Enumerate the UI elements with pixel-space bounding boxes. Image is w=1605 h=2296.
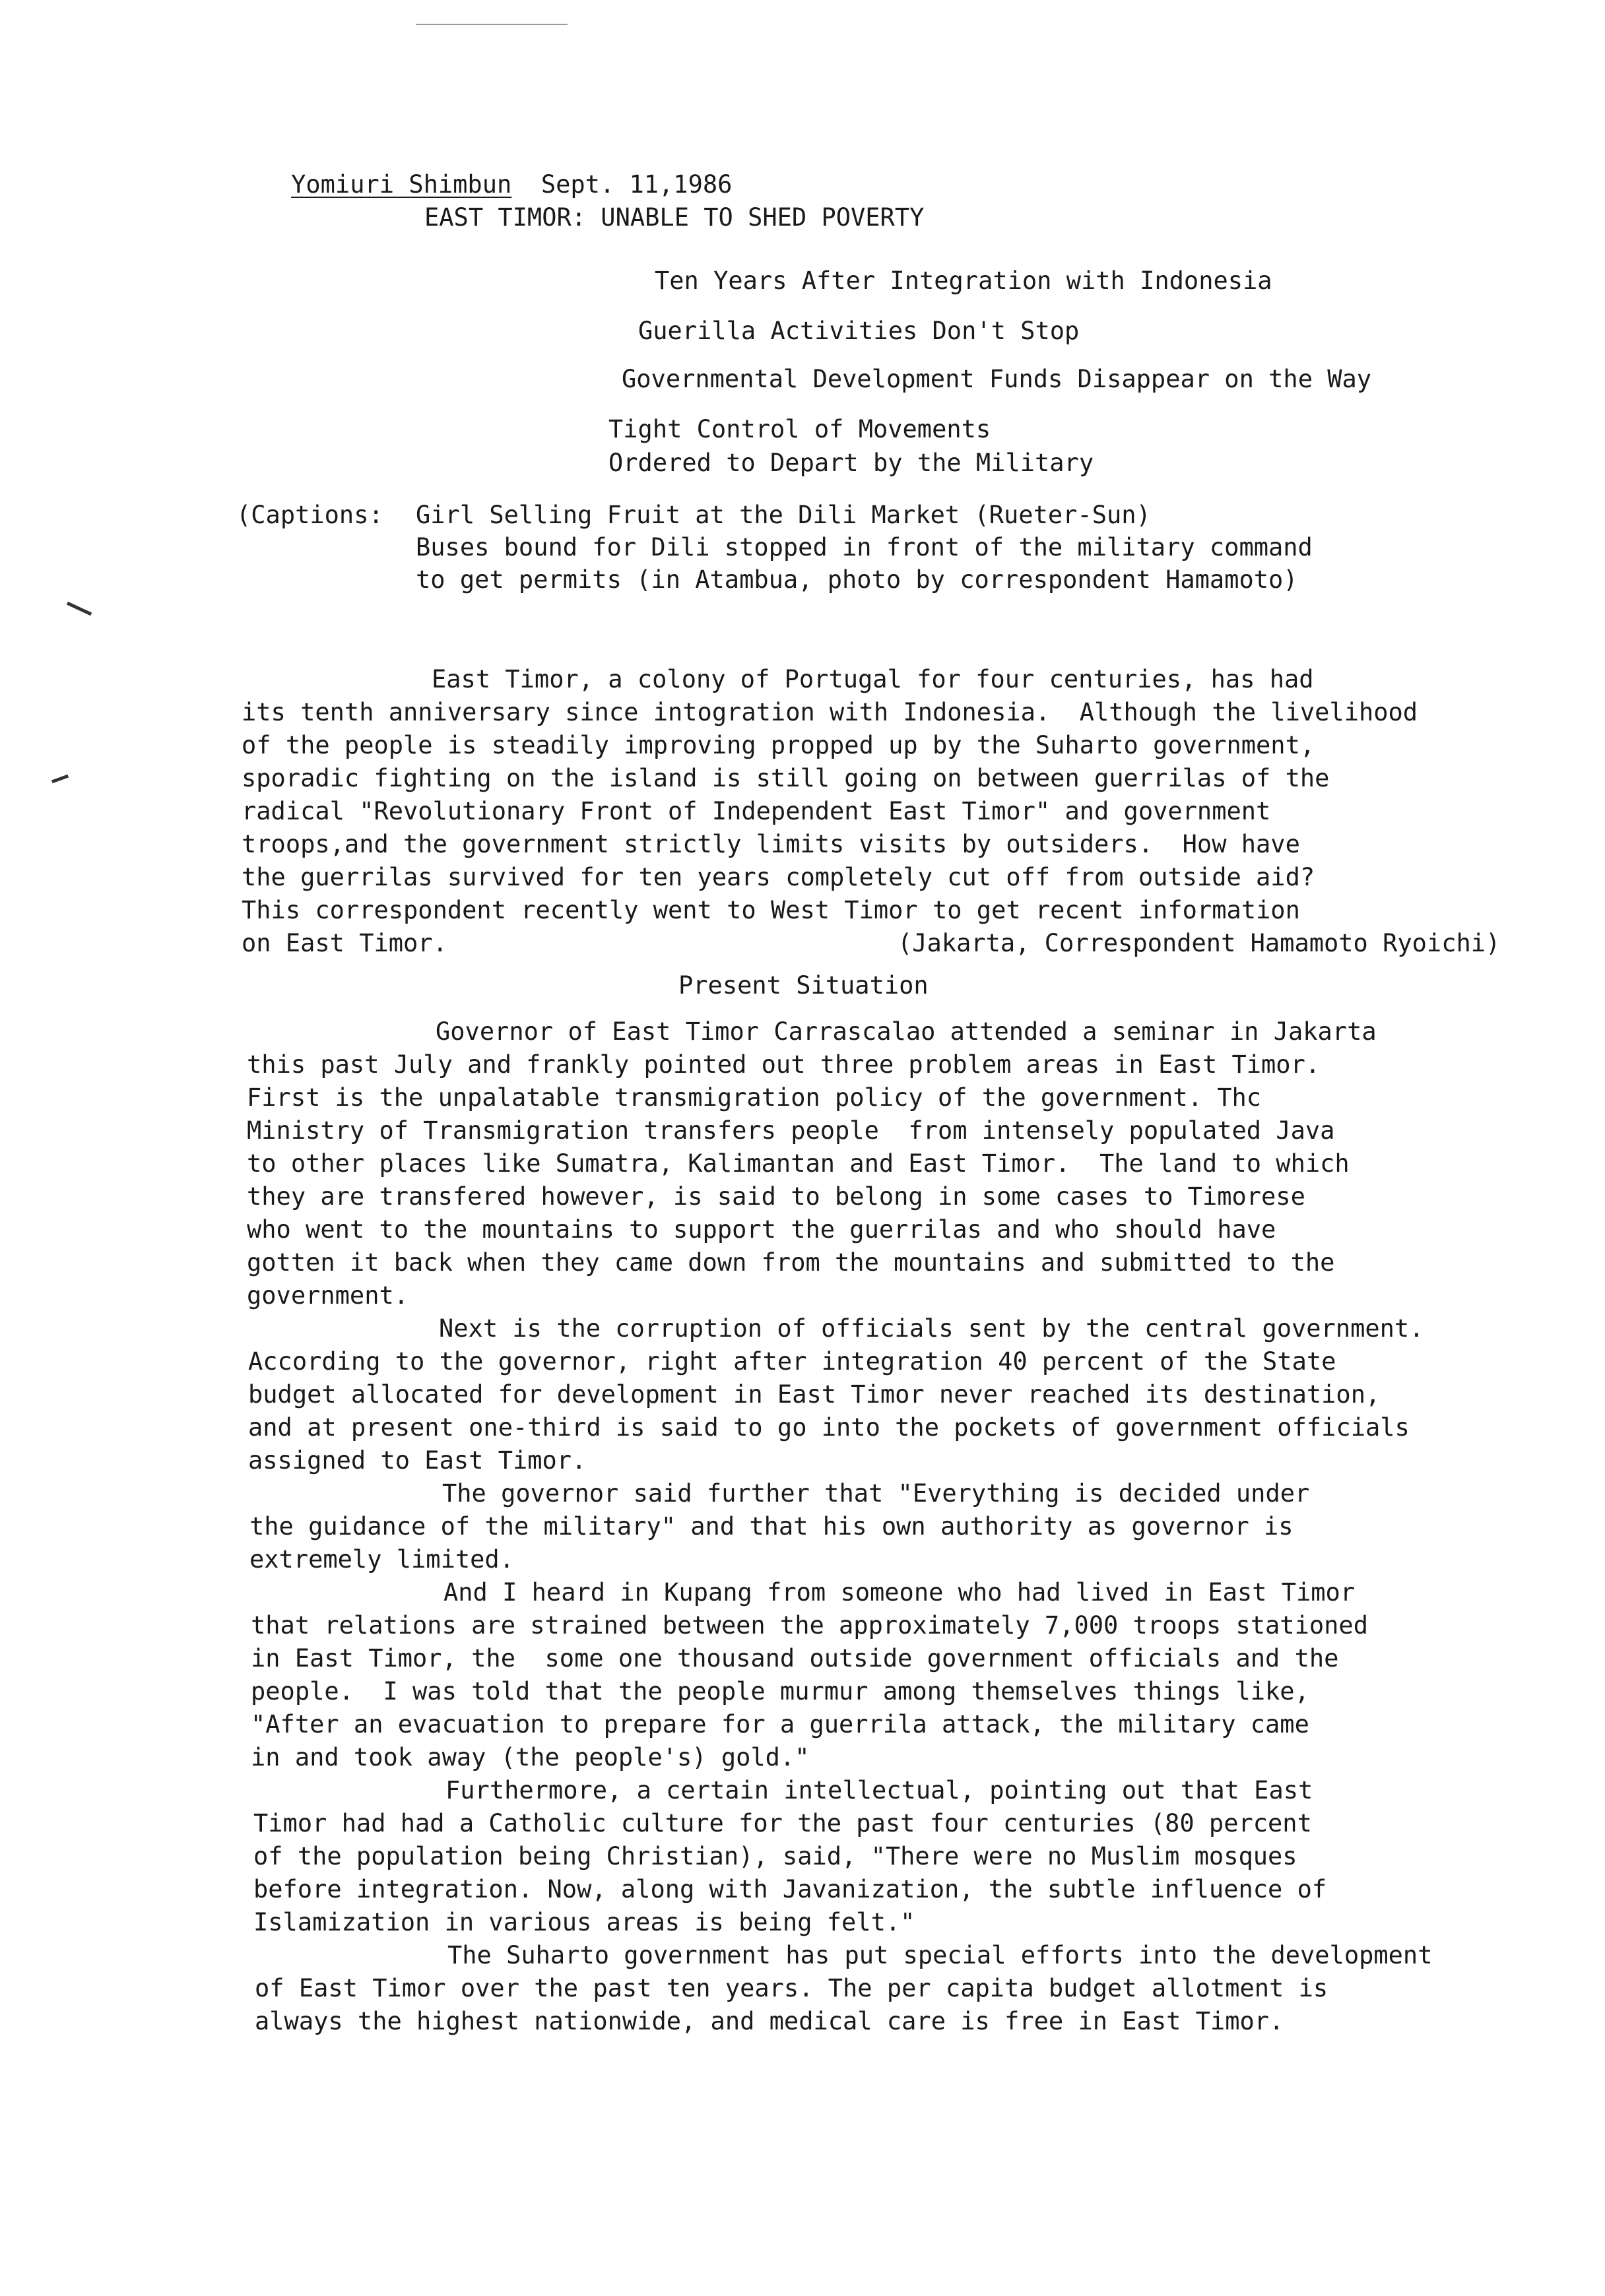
caption-line: to get permits (in Atambua, photo by correspondent Hamamoto) — [416, 565, 1298, 594]
body-line: extremely limited. — [249, 1545, 514, 1574]
body-line: this past July and frankly pointed out three problem areas in East Timor. — [247, 1050, 1321, 1079]
body-line: The governor said further that "Everything is decided under — [442, 1479, 1310, 1508]
headline: EAST TIMOR: UNABLE TO SHED POVERTY — [424, 203, 925, 232]
body-line: assigned to East Timor. — [248, 1446, 587, 1475]
lead-line: sporadic fighting on the island is still going on between guerrilas of the — [242, 764, 1330, 792]
lead-line: This correspondent recently went to West Timor to get recent information — [242, 896, 1300, 924]
body-line: According to the governor, right after integration 40 percent of the State — [248, 1347, 1336, 1376]
body-line: who went to the mountains to support the guerrilas and who should have — [247, 1215, 1276, 1244]
lead-line: the guerrilas survived for ten years completely cut off from outside aid? — [242, 863, 1315, 891]
body-line: gotten it back when they came down from the mountains and submitted to the — [247, 1248, 1335, 1277]
body-line: in East Timor, the some one thousand outside government officials and the — [251, 1644, 1339, 1673]
body-line: that relations are strained between the approximately 7,000 troops stationed — [251, 1611, 1368, 1640]
captions-label: (Captions: — [236, 501, 383, 529]
lead-line: its tenth anniversary since intogration with Indonesia. Although the livelihood — [242, 698, 1418, 726]
body-line: in and took away (the people's) gold." — [251, 1743, 810, 1771]
body-line: budget allocated for development in East Timor never reached its destination, — [248, 1380, 1381, 1409]
lead-line: on East Timor. — [242, 929, 447, 957]
body-line: Next is the corruption of officials sent by the central government. — [439, 1314, 1424, 1343]
scan-mark — [67, 602, 92, 616]
subhead: Tight Control of Movements — [608, 415, 991, 443]
scan-mark — [51, 775, 69, 784]
lead-line: East Timor, a colony of Portugal for four centuries, has had — [432, 665, 1314, 693]
caption-line: Girl Selling Fruit at the Dili Market (Rueter-Sun) — [416, 501, 1151, 529]
publication-date: Sept. 11,1986 — [540, 170, 733, 199]
scan-mark — [416, 24, 568, 25]
caption-line: Buses bound for Dili stopped in front of the military command — [416, 533, 1313, 561]
body-line: The Suharto government has put special efforts into the development — [447, 1941, 1433, 1969]
body-line: before integration. Now, along with Javanization, the subtle influence of — [253, 1875, 1327, 1903]
body-line: the guidance of the military" and that his own authority as governor is — [249, 1512, 1294, 1541]
body-line: And I heard in Kupang from someone who had lived in East Timor — [443, 1578, 1356, 1607]
body-line: and at present one-third is said to go into the pockets of government officials — [248, 1413, 1410, 1442]
body-line: "After an evacuation to prepare for a guerrila attack, the military came — [251, 1710, 1309, 1738]
subhead: Ten Years After Integration with Indonesia — [655, 267, 1272, 295]
body-line: they are transfered however, is said to belong in some cases to Timorese — [247, 1182, 1305, 1211]
body-line: First is the unpalatable transmigration policy of the government. Thc — [247, 1083, 1262, 1112]
subhead: Guerilla Activities Don't Stop — [638, 317, 1080, 345]
byline: (Jakarta, Correspondent Hamamoto Ryoichi) — [898, 929, 1501, 957]
body-line: Governor of East Timor Carrascalao attended a seminar in Jakarta — [436, 1017, 1377, 1046]
subhead: Governmental Development Funds Disappear on the Way — [622, 365, 1372, 393]
body-line: Islamization in various areas is being felt." — [253, 1908, 915, 1936]
body-line: people. I was told that the people murmur among themselves things like, — [251, 1677, 1309, 1706]
body-line: Timor had had a Catholic culture for the past four centuries (80 percent — [253, 1809, 1312, 1837]
lead-line: troops,and the government strictly limits visits by outsiders. How have — [242, 830, 1300, 858]
section-title: Present Situation — [678, 971, 929, 1000]
body-line: always the highest nationwide, and medical care is free in East Timor. — [255, 2007, 1284, 2035]
body-line: Furthermore, a certain intellectual, pointing out that East — [445, 1776, 1313, 1804]
body-line: of the population being Christian), said, "There were no Muslim mosques — [253, 1842, 1297, 1870]
lead-line: radical "Revolutionary Front of Independent East Timor" and government — [242, 797, 1271, 825]
body-line: of East Timor over the past ten years. The per capita budget allotment is — [255, 1974, 1328, 2002]
body-line: government. — [247, 1281, 409, 1310]
body-line: to other places like Sumatra, Kalimantan and East Timor. The land to which — [247, 1149, 1350, 1178]
subhead: Ordered to Depart by the Military — [608, 449, 1094, 477]
newspaper-name: Yomiuri Shimbun — [291, 170, 512, 199]
lead-line: of the people is steadily improving propped up by the Suharto government, — [242, 731, 1315, 759]
body-line: Ministry of Transmigration transfers people from intensely populated Java — [247, 1116, 1335, 1145]
